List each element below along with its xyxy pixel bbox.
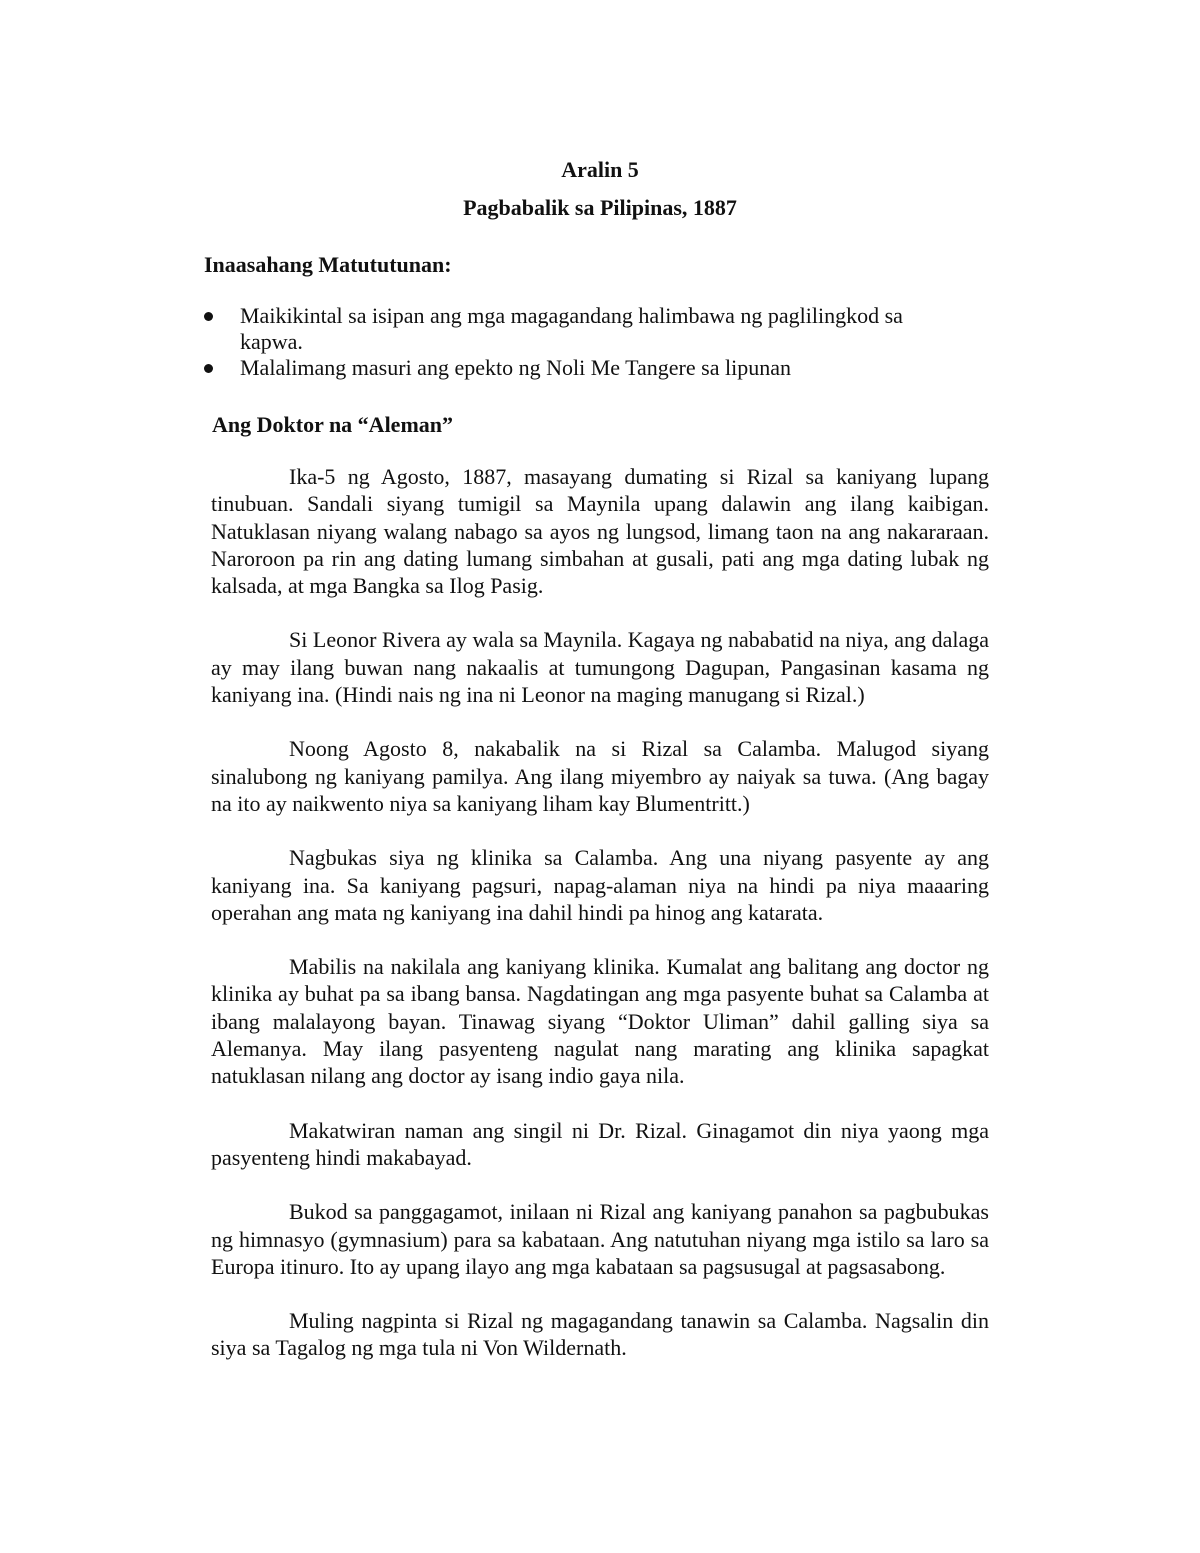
lesson-title: Aralin 5: [561, 157, 639, 182]
section-heading: Ang Doktor na “Aleman”: [212, 412, 454, 437]
objectives-heading: Inaasahang Matututunan:: [204, 252, 452, 277]
objective-item: [204, 303, 964, 355]
paragraph: Makatwiran naman ang singil ni Dr. Rizal. Ginagamot din niya yaong mga pasyenteng hindi makabayad.: [211, 1117, 989, 1170]
body-text: [211, 463, 989, 1389]
objective-text: Maikikintal sa isipan ang mga magagandang halimbawa ng paglilingkod sa kapwa.: [240, 303, 903, 354]
bullet-icon: [204, 364, 213, 373]
objective-text: Malalimang masuri ang epekto ng Noli Me Tangere sa lipunan: [240, 355, 791, 380]
bullet-icon: [204, 312, 213, 321]
paragraph: Nagbukas siya ng klinika sa Calamba. Ang una niyang pasyente ay ang kaniyang ina. Sa kaniyang pagsuri, napag-alaman niya na hindi pa niya maaaring operahan ang mata ng kaniyang ina dahil hindi pa hinog ang katarata.: [211, 845, 989, 925]
paragraph: Noong Agosto 8, nakabalik na si Rizal sa Calamba. Malugod siyang sinalubong ng kaniyang pamilya. Ang ilang miyembro ay naiyak sa tuwa. (Ang bagay na ito ay naikwento niya sa kaniyang liham kay Blumentritt.): [211, 736, 989, 816]
paragraph: Si Leonor Rivera ay wala sa Maynila. Kagaya ng nababatid na niya, ang dalaga ay may ilang buwan nang nakaalis at tumungong Dagupan, Pangasinan kasama ng kaniyang ina. (Hindi nais ng ina ni Leonor na maging manugang si Rizal.): [211, 627, 989, 708]
lesson-subtitle: Pagbabalik sa Pilipinas, 1887: [463, 195, 737, 220]
paragraph: Bukod sa panggagamot, inilaan ni Rizal ang kaniyang panahon sa pagbubukas ng himnasyo (gymnasium) para sa kabataan. Ang natutuhan niyang mga istilo sa laro sa Europa itinuro. Ito ay upang ilayo ang mga kabataan sa pagsusugal at pagsasabong.: [211, 1199, 989, 1279]
objective-item: [204, 355, 964, 381]
paragraph: Ika-5 ng Agosto, 1887, masayang dumating si Rizal sa kaniyang lupang tinubuan. Sandali siyang tumigil sa Maynila upang dalawin ang ilang kaibigan. Natuklasan niyang walang nabago sa ayos ng lungsod, limang taon na ang nakararaan. Naroroon pa rin ang dating lumang simbahan at gusali, pati ang mga dating lubak ng kalsada, at mga Bangka sa Ilog Pasig.: [211, 464, 989, 599]
paragraph: Muling nagpinta si Rizal ng magagandang tanawin sa Calamba. Nagsalin din siya sa Tagalog ng mga tula ni Von Wildernath.: [211, 1308, 989, 1361]
paragraph: Mabilis na nakilala ang kaniyang klinika. Kumalat ang balitang ang doctor ng klinika ay buhat pa sa ibang bansa. Nagdatingan ang mga pasyente buhat sa Calamba at ibang malalayong bayan. Tinawag siyang “Doktor Uliman” dahil galling siya sa Alemanya. May ilang pasyenteng nagulat nang marating ang klinika sapagkat natuklasan nilang ang doctor ay isang indio gaya nila.: [211, 954, 989, 1089]
objectives-list: [204, 303, 964, 381]
